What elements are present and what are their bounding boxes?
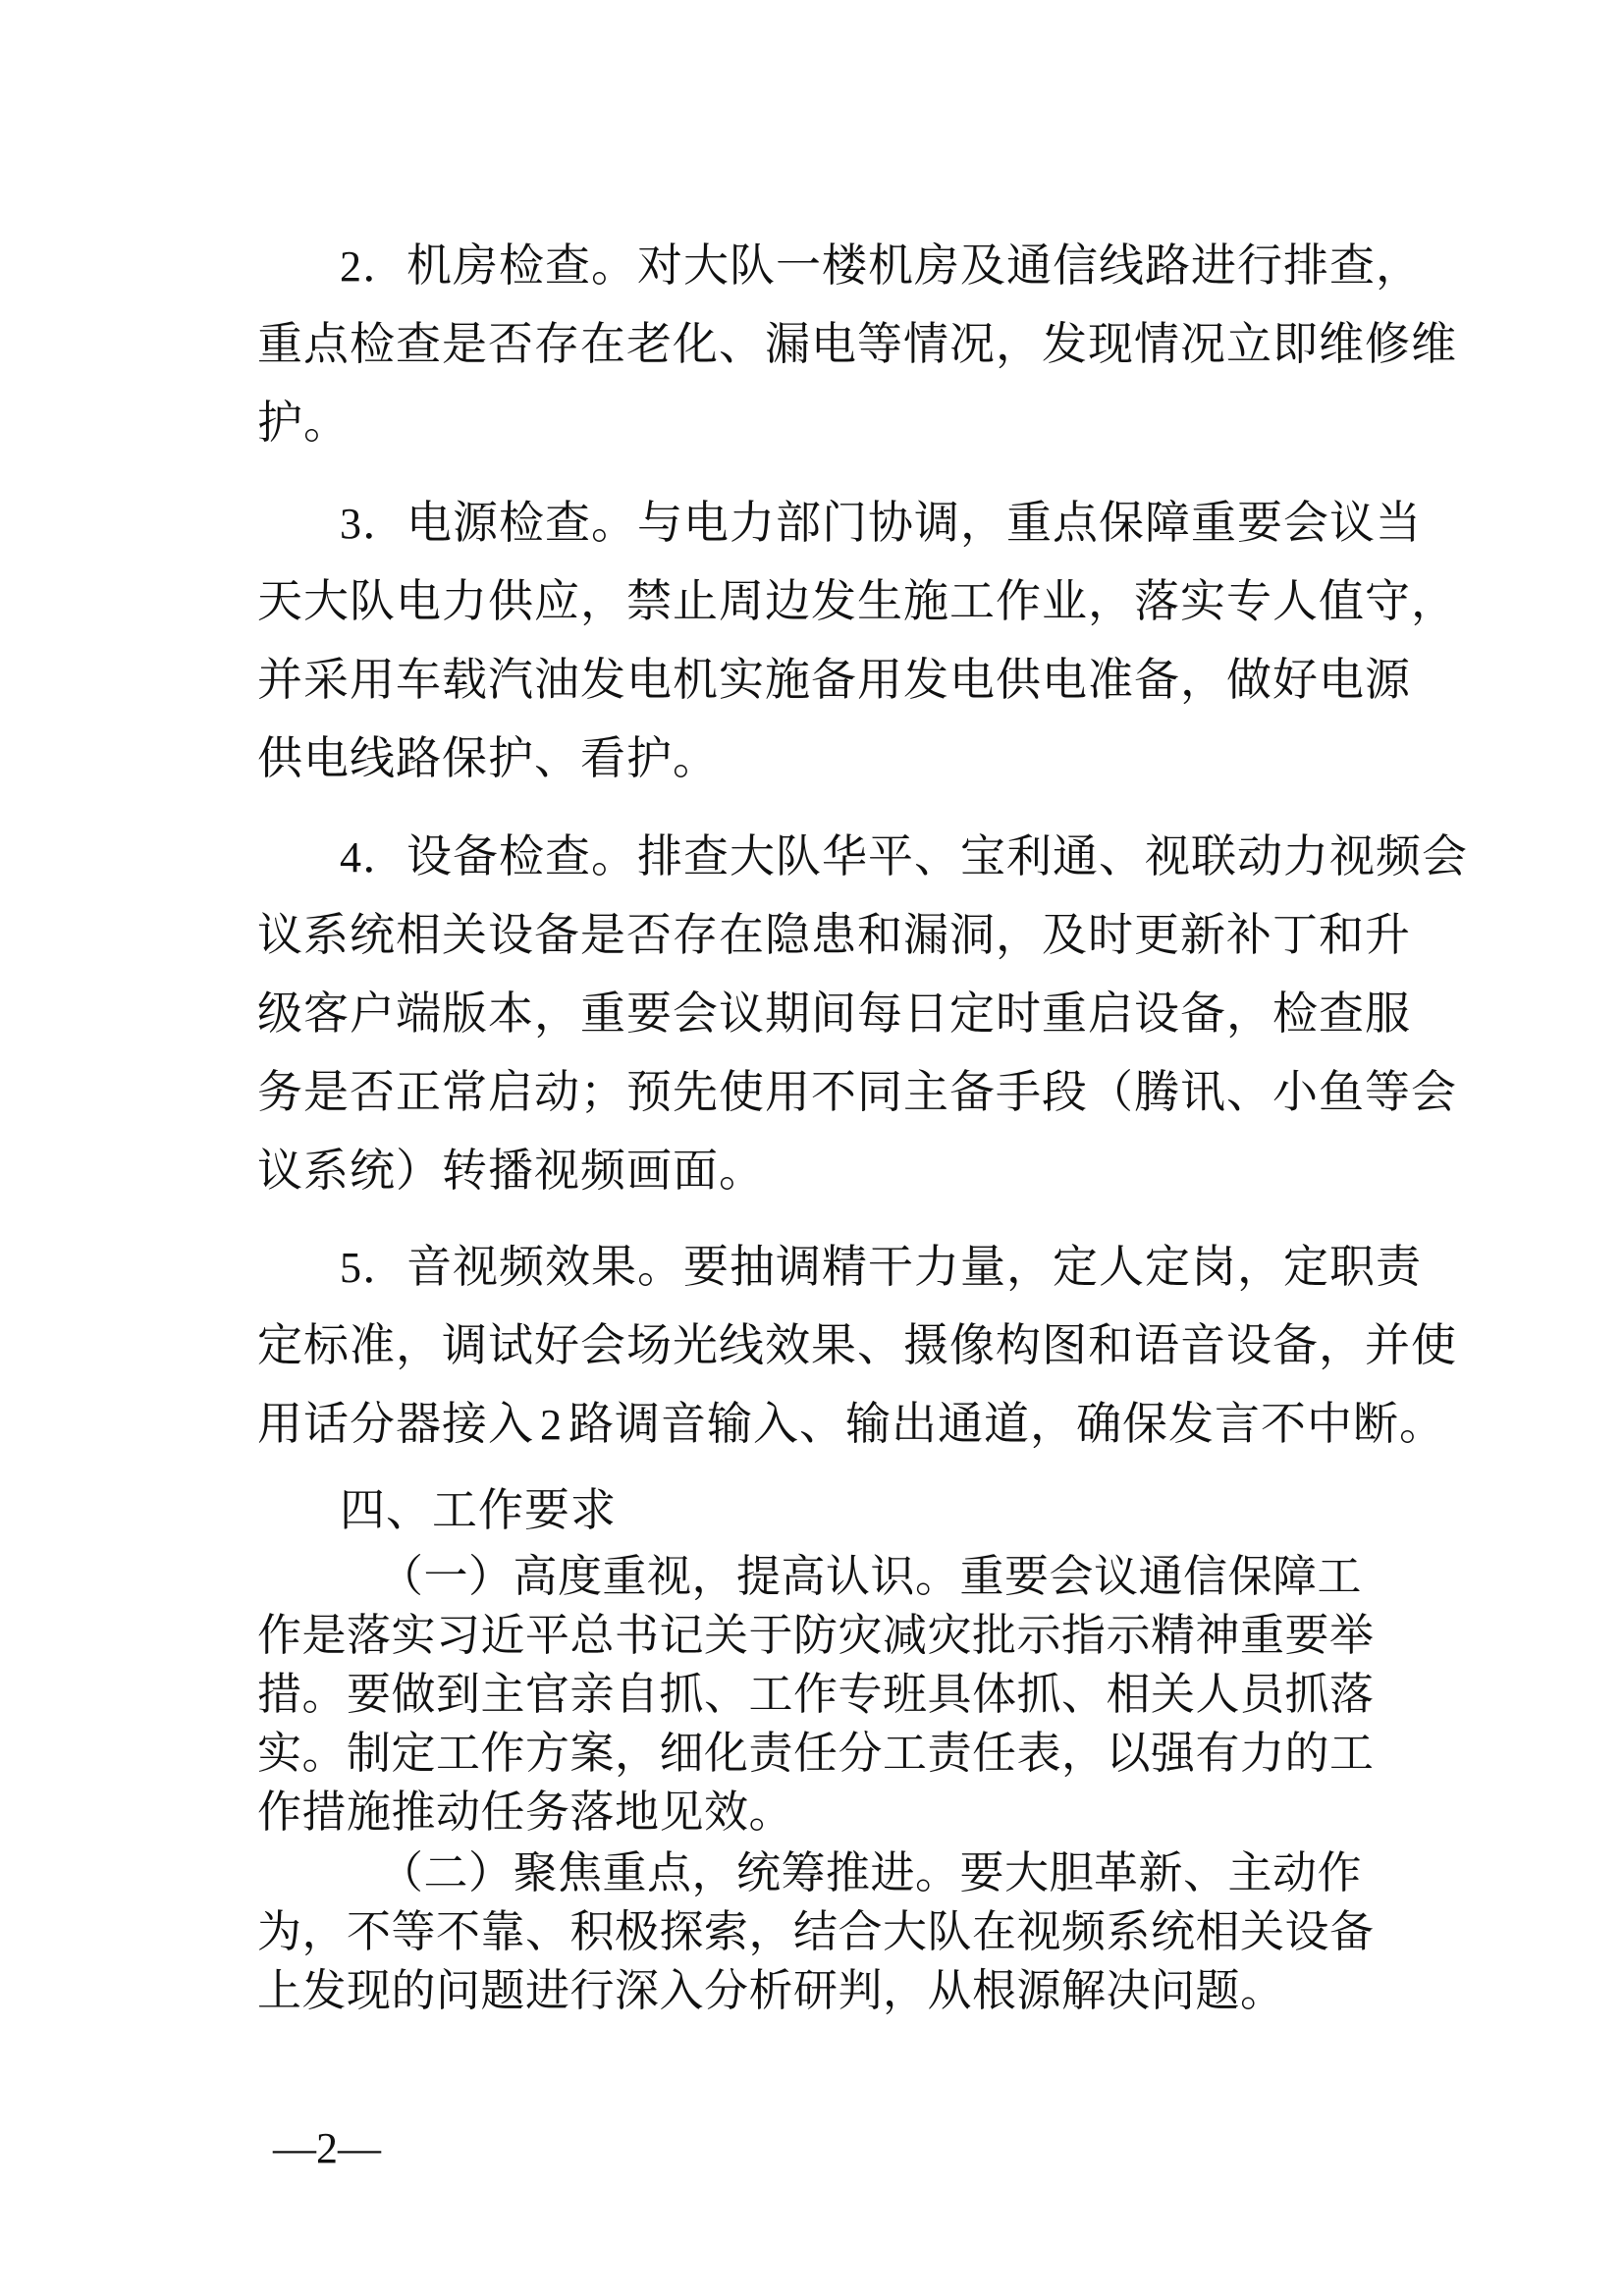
item5-text-1: 音视频效果。要抽调精干力量，定人定岗，定职责 [406, 1240, 1422, 1293]
item5-number: 5． [340, 1244, 406, 1292]
req2-line-3: 上发现的问题进行深入分析研判，从根源解决问题。 [257, 1964, 1285, 2016]
item5-text-3a: 用话分器接入 [257, 1397, 534, 1450]
req1-line-1: （一）高度重视，提高认识。重要会议通信保障工 [379, 1550, 1363, 1602]
item4-text-1: 设备检查。排查大队华平、宝利通、视联动力视频会 [406, 829, 1468, 882]
item4-line-4: 务是否正常启动；预先使用不同主备手段（腾讯、小鱼等会 [257, 1065, 1457, 1118]
req1-line-2: 作是落实习近平总书记关于防灾减灾批示指示精神重要举 [257, 1609, 1375, 1661]
section-heading-4: 四、工作要求 [340, 1483, 617, 1536]
item2-line-2: 重点检查是否存在老化、漏电等情况，发现情况立即维修维 [257, 317, 1457, 370]
item4-line-1 [340, 828, 1468, 883]
item5-number-2: 2 [540, 1401, 563, 1449]
req1-line-4: 实。制定工作方案，细化责任分工责任表，以强有力的工 [257, 1727, 1375, 1779]
req2-line-1: （二）聚焦重点，统筹推进。要大胆革新、主动作 [379, 1846, 1363, 1898]
item5-line-2: 定标准，调试好会场光线效果、摄像构图和语音设备，并使 [257, 1318, 1457, 1371]
item2-text-1: 机房检查。对大队一楼机房及通信线路进行排查， [406, 239, 1422, 292]
item2-number: 2． [340, 242, 406, 291]
item4-line-5: 议系统）转播视频画面。 [257, 1144, 765, 1197]
item3-line-4: 供电线路保护、看护。 [257, 731, 719, 784]
item3-number: 3． [340, 500, 406, 548]
item5-line-1 [340, 1239, 1422, 1294]
item5-line-3 [257, 1396, 1445, 1451]
item2-line-1 [340, 238, 1422, 293]
item2-line-3: 护。 [257, 396, 350, 449]
item4-line-2: 议系统相关设备是否存在隐患和漏洞，及时更新补丁和升 [257, 908, 1411, 961]
item4-number: 4． [340, 833, 406, 881]
req2-line-2: 为，不等不靠、积极探索，结合大队在视频系统相关设备 [257, 1905, 1375, 1957]
page-number: —2— [273, 2124, 381, 2172]
req1-line-3: 措。要做到主官亲自抓、工作专班具体抓、相关人员抓落 [257, 1668, 1375, 1720]
item3-line-1 [340, 495, 1422, 550]
item5-text-3b: 路调音输入、输出通道，确保发言不中断。 [568, 1397, 1445, 1450]
req1-line-5: 作措施推动任务落地见效。 [257, 1786, 794, 1838]
item3-text-1: 电源检查。与电力部门协调，重点保障重要会议当 [406, 496, 1422, 549]
item3-line-2: 天大队电力供应，禁止周边发生施工作业，落实专人值守， [257, 574, 1457, 627]
item4-line-3: 级客户端版本，重要会议期间每日定时重启设备，检查服 [257, 987, 1411, 1040]
item3-line-3: 并采用车载汽油发电机实施备用发电供电准备，做好电源 [257, 653, 1411, 706]
